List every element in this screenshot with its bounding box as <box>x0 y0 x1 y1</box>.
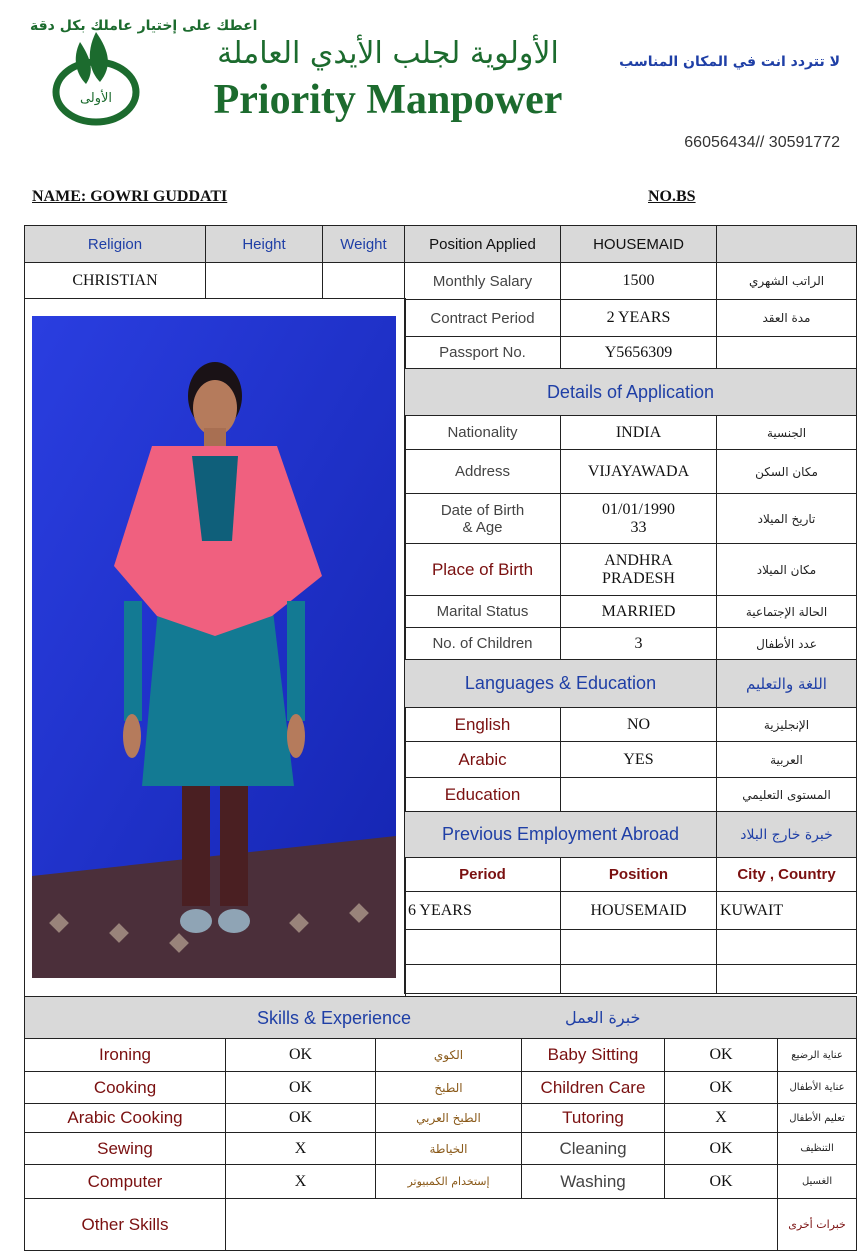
candidate-photo <box>32 316 396 978</box>
children-value: 3 <box>561 628 717 660</box>
skill-computer-label: Computer <box>25 1165 226 1199</box>
skill-cooking-arabic: الطبخ <box>376 1072 522 1104</box>
previous-position-empty <box>561 965 717 994</box>
skill-washing-label: Washing <box>522 1165 665 1199</box>
previous-period-empty <box>405 965 561 994</box>
skill-washing-value: OK <box>665 1165 778 1199</box>
skill-childcare-label: Children Care <box>522 1072 665 1104</box>
weight-value <box>323 263 405 299</box>
pob-value <box>561 544 717 596</box>
age-value: 33 <box>630 518 647 536</box>
skill-babysitting-label: Baby Sitting <box>522 1039 665 1072</box>
previous-employment-title-arabic: خبرة خارج البلاد <box>717 812 857 858</box>
education-value <box>561 778 717 812</box>
skill-babysitting-arabic: عناية الرضيع <box>778 1039 857 1072</box>
address-value: VIJAYAWADA <box>561 450 717 494</box>
position-applied-value: HOUSEMAID <box>561 226 717 263</box>
religion-header: Religion <box>25 226 206 263</box>
other-skills-value <box>226 1199 778 1251</box>
education-arabic: المستوى التعليمي <box>717 778 857 812</box>
dob-date: 01/01/1990 <box>602 500 675 518</box>
religion-value: CHRISTIAN <box>25 263 206 299</box>
skill-cooking-value: OK <box>226 1072 376 1104</box>
skill-computer-value: X <box>226 1165 376 1199</box>
skill-ironing-value: OK <box>226 1039 376 1072</box>
skill-sewing-label: Sewing <box>25 1133 226 1165</box>
weight-header: Weight <box>323 226 405 263</box>
company-name-english: Priority Manpower <box>213 77 563 123</box>
skills-title-arabic: خبرة العمل <box>565 1008 641 1027</box>
passport-arabic <box>717 337 857 369</box>
previous-country-empty <box>717 965 857 994</box>
english-arabic: الإنجليزية <box>717 708 857 742</box>
tagline-arabic: اعطك على إختيار عاملك بكل دقة <box>30 18 258 34</box>
skills-title-bar <box>25 997 857 1039</box>
period-header: Period <box>405 858 561 892</box>
skill-babysitting-value: OK <box>665 1039 778 1072</box>
nationality-arabic: الجنسية <box>717 416 857 450</box>
skill-sewing-arabic: الخياطة <box>376 1133 522 1165</box>
marital-arabic: الحالة الإجتماعية <box>717 596 857 628</box>
dob-arabic: تاريخ الميلاد <box>717 494 857 544</box>
arabic-arabic: العربية <box>717 742 857 778</box>
nationality-label: Nationality <box>405 416 561 450</box>
slogan-arabic: لا تتردد انت في المكان المناسب <box>619 54 840 70</box>
skill-tutoring-label: Tutoring <box>522 1104 665 1133</box>
marital-value: MARRIED <box>561 596 717 628</box>
position-header: Position <box>561 858 717 892</box>
monthly-salary-label: Monthly Salary <box>405 263 561 300</box>
logo-text: الأولى <box>79 91 113 106</box>
previous-period: 6 YEARS <box>405 892 561 930</box>
pob-arabic: مكان الميلاد <box>717 544 857 596</box>
children-label: No. of Children <box>405 628 561 660</box>
skill-tutoring-arabic: تعليم الأطفال <box>778 1104 857 1133</box>
dob-value <box>561 494 717 544</box>
languages-title: Languages & Education <box>405 660 717 708</box>
phone-numbers: 66056434// 30591772 <box>684 134 840 151</box>
city-country-header: City , Country <box>717 858 857 892</box>
contract-period-label: Contract Period <box>405 300 561 337</box>
skill-cleaning-value: OK <box>665 1133 778 1165</box>
previous-position: HOUSEMAID <box>561 892 717 930</box>
skill-arabic-cooking-arabic: الطبخ العربي <box>376 1104 522 1133</box>
passport-value: Y5656309 <box>561 337 717 369</box>
skill-washing-arabic: الغسيل <box>778 1165 857 1199</box>
skill-cooking-label: Cooking <box>25 1072 226 1104</box>
logo-emblem <box>50 22 142 126</box>
skill-sewing-value: X <box>226 1133 376 1165</box>
arabic-value: YES <box>561 742 717 778</box>
height-header: Height <box>206 226 323 263</box>
candidate-name: NAME: GOWRI GUDDATI <box>32 188 228 205</box>
pob-label: Place of Birth <box>405 544 561 596</box>
english-value: NO <box>561 708 717 742</box>
skill-childcare-value: OK <box>665 1072 778 1104</box>
pob-line2: PRADESH <box>602 569 675 587</box>
contract-period-arabic: مدة العقد <box>717 300 857 337</box>
marital-label: Marital Status <box>405 596 561 628</box>
skill-ironing-arabic: الكوي <box>376 1039 522 1072</box>
dob-label-line2: & Age <box>462 518 503 536</box>
address-arabic: مكان السكن <box>717 450 857 494</box>
reference-number: NO.BS <box>648 188 696 205</box>
personal-info-table <box>24 225 405 299</box>
skills-table <box>24 996 857 1251</box>
languages-title-arabic: اللغة والتعليم <box>717 660 857 708</box>
company-name-arabic: الأولوية لجلب الأيدي العاملة <box>217 36 559 71</box>
previous-period-empty <box>405 930 561 965</box>
skill-cleaning-label: Cleaning <box>522 1133 665 1165</box>
previous-position-empty <box>561 930 717 965</box>
skill-cleaning-arabic: التنظيف <box>778 1133 857 1165</box>
education-label: Education <box>405 778 561 812</box>
skill-computer-arabic: إستخدام الكمبيوتر <box>376 1165 522 1199</box>
passport-label: Passport No. <box>405 337 561 369</box>
height-value <box>206 263 323 299</box>
address-label: Address <box>405 450 561 494</box>
other-skills-arabic: خبرات أخرى <box>778 1199 857 1251</box>
dob-label-line1: Date of Birth <box>440 501 525 519</box>
skill-tutoring-value: X <box>665 1104 778 1133</box>
arabic-label: Arabic <box>405 742 561 778</box>
previous-employment-title: Previous Employment Abroad <box>405 812 717 858</box>
english-label: English <box>405 708 561 742</box>
position-applied-label: Position Applied <box>405 226 561 263</box>
monthly-salary-value: 1500 <box>561 263 717 300</box>
application-details-table <box>404 225 857 994</box>
previous-country: KUWAIT <box>717 892 857 930</box>
pob-line1: ANDHRA <box>604 551 673 569</box>
dob-label <box>405 494 561 544</box>
children-arabic: عدد الأطفال <box>717 628 857 660</box>
previous-country-empty <box>717 930 857 965</box>
skill-childcare-arabic: عناية الأطفال <box>778 1072 857 1104</box>
nationality-value: INDIA <box>561 416 717 450</box>
details-title: Details of Application <box>405 369 857 416</box>
monthly-salary-arabic: الراتب الشهري <box>717 263 857 300</box>
skill-arabic-cooking-value: OK <box>226 1104 376 1133</box>
position-applied-arabic <box>717 226 857 263</box>
skill-arabic-cooking-label: Arabic Cooking <box>25 1104 226 1133</box>
contract-period-value: 2 YEARS <box>561 300 717 337</box>
skill-ironing-label: Ironing <box>25 1039 226 1072</box>
other-skills-label: Other Skills <box>25 1199 226 1251</box>
skills-title: Skills & Experience <box>257 1008 412 1028</box>
